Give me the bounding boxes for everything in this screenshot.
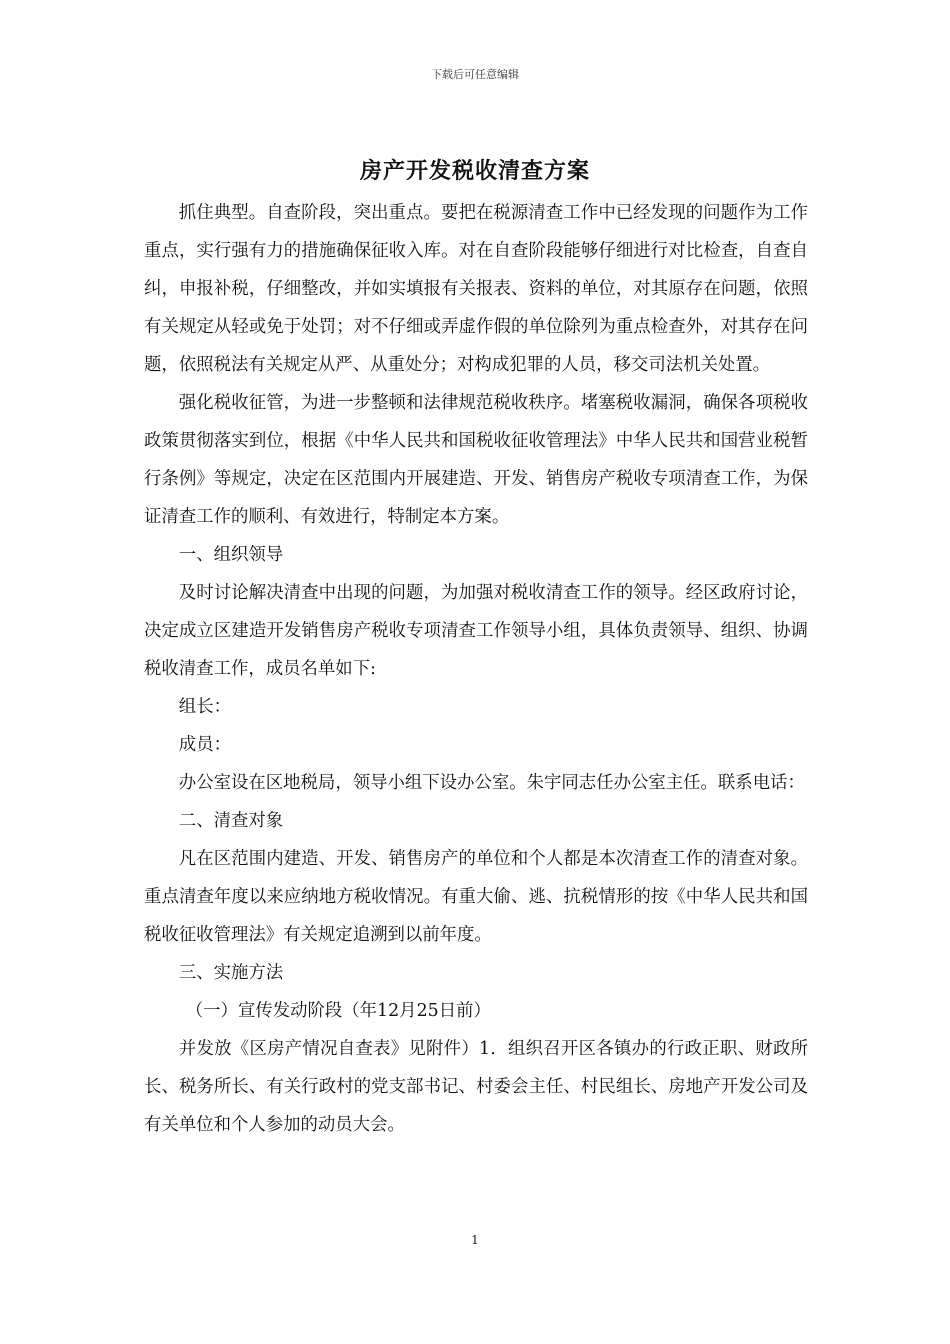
document-title: 房产开发税收清查方案 xyxy=(359,159,590,184)
paragraph: 抓住典型。自查阶段，突出重点。要把在税源清查工作中已经发现的问题作为工作重点，实行强有力的措施确保征收入库。对在自查阶段能够仔细进行对比检查，自查自纠，申报补税，仔细整改，并如实填报有关报表、资料的单位，对其原存在问题，依照有关规定从轻或免于处罚；对不仔细或弄虚作假的单位除列为重点检查外，对其存在问题，依照税法有关规定从严、从重处分；对构成犯罪的人员，移交司法机关处置。 xyxy=(144,203,808,375)
paragraph: 成员： xyxy=(178,735,231,755)
section-heading: 二、清查对象 xyxy=(178,811,284,831)
section-heading: 三、实施方法 xyxy=(178,963,284,983)
paragraph: 凡在区范围内建造、开发、销售房产的单位和个人都是本次清查工作的清查对象。重点清查年度以来应纳地方税收情况。有重大偷、逃、抗税情形的按《中华人民共和国税收征收管理法》有关规定追溯到以前年度。 xyxy=(144,849,808,945)
paragraph: 组长： xyxy=(178,697,231,717)
header-note: 下载后可任意编辑 xyxy=(431,68,519,81)
paragraph: 强化税收征管，为进一步整顿和法律规范税收秩序。堵塞税收漏洞，确保各项税收政策贯彻落实到位，根据《中华人民共和国税收征收管理法》中华人民共和国营业税暂行条例》等规定，决定在区范围内开展建造、开发、销售房产税收专项清查工作，为保证清查工作的顺利、有效进行，特制定本方案。 xyxy=(144,393,808,527)
paragraph: 及时讨论解决清查中出现的问题，为加强对税收清查工作的领导。经区政府讨论，决定成立区建造开发销售房产税收专项清查工作领导小组，具体负责领导、组织、协调税收清查工作，成员名单如下: xyxy=(144,583,808,679)
page-number: 1 xyxy=(471,1233,479,1247)
document-body xyxy=(144,194,808,1144)
paragraph: 并发放《区房产情况自查表》见附件）1．组织召开区各镇办的行政正职、财政所长、税务所长、有关行政村的党支部书记、村委会主任、村民组长、房地产开发公司及有关单位和个人参加的动员大会。 xyxy=(144,1039,808,1135)
paragraph: 办公室设在区地税局，领导小组下设办公室。朱宇同志任办公室主任。联系电话： xyxy=(178,773,805,793)
subsection-heading: （一）宣传发动阶段（年12月25日前） xyxy=(185,1001,491,1021)
section-heading: 一、组织领导 xyxy=(178,545,284,565)
